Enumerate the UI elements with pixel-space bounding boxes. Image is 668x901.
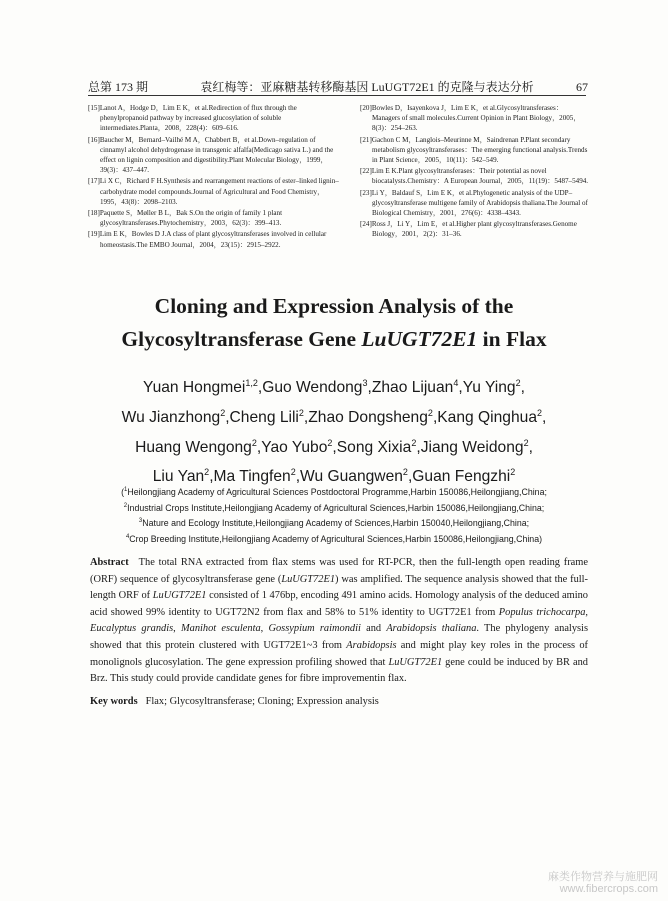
author-list [80,371,588,490]
title-text: in Flax [477,327,547,351]
author: Guan Fengzhi$^2$ [412,467,516,486]
reference-item: [16]Baucher M，Bernard–Vailhé M A，Chabbert B，et al.Down–regulation of cinnamyl alcohol dehydrogenase in transgenic alfalfa(Medicago sativa L.) and the effect on lignin composition and digestibility.Plant Molecular Biology，1999，39(3)：437–447. [88,135,334,175]
title-line-1: Cloning and Expression Analysis of the [154,294,514,318]
reference-item: [21]Gachon C M，Langlois–Meurinne M，Saindrenan P.Plant secondary metabolism glycosyltransferases：The emerging functional analysis.Trends in Plant Science，2005，10(11)：542–549. [360,135,588,165]
author: Cheng Lili$^2$, [229,407,309,426]
reference-item: [17]Li X C，Richard F H.Synthesis and rearrangement reactions of ester–linked lignin–carbohydrate model compounds.Journal of Agricultural and Food Chemistry，1995，43(8)：2098–2103. [88,177,339,206]
affiliation: $^2$Industrial Crops Institute,Heilongjiang Academy of Agricultural Sciences,Harbin 150086,Heilongjiang,China; [123,502,545,513]
author: Huang Wengong$^2$, [135,437,262,456]
header-rule [88,95,586,96]
title-text: Glycosyltransferase Gene [121,327,362,351]
issue-number: 总第 173 期 [88,80,149,94]
author: Jiang Weidong$^2$, [420,437,533,456]
author: Liu Yan$^2$, [152,467,214,486]
abstract: Abstract The total RNA extracted from flax stems was used for RT-PCR, then the full-length open reading frame (ORF) sequence of glycosyltransferase gene (LuUGT72E1) was amplified. The sequence analysis showed that the full-length ORF of LuUGT72E1 consisted of 1 476bp, encoding 491 amino acids. Homology analysis of the deduced amino acid showed 99% identity to UGT72N2 from flax and 58% to 51% identity to UGT72E1 from Populus trichocarpa, Eucalyptus grandis, Manihot esculenta, Gossypium raimondii and Arabidopsis thaliana. The phylogeny analysis showed that this protein clustered with UGT72E1~3 from Arabidopsis and might play key roles in the process of monolignols glucosylation. The gene expression profiling showed that LuUGT72E1 gene could be induced by BR and Brz. This study could provide candidate genes for fibre improvementin flax. [90,557,589,685]
affiliation: $^3$Nature and Ecology Institute,Heilongjiang Academy of Sciences,Harbin 150040,Heilongjiang,China; [138,517,530,528]
running-header [88,78,588,95]
affiliation: $^4$Crop Breeding Institute,Heilongjiang Academy of Agricultural Sciences,Harbin 150086,Heilongjiang,China) [125,533,543,544]
reference-item: [23]Li Y，Baldauf S，Lim E K，et al.Phylogenetic analysis of the UDP–glycosyltransferase multigene family of Arabidopsis thaliana.The Journal of Biological Chemistry，2001，276(6)：4338–4343. [360,188,588,218]
author: Guo Wendong$^3$, [262,378,372,397]
author-line [80,401,588,431]
reference-item: [22]Lim E K.Plant glycosyltransferases：Their potential as novel biocatalysts.Chemistry：A European Journal，2005，11(19)：5487–5494. [360,167,589,186]
reference-item: [18]Paquette S，Møller B L，Bak S.On the origin of family 1 plant glycosyltransferases.Phytochemistry，2003，62(3)：399–413. [88,209,283,228]
reference-item: [24]Ross J，Li Y，Lim E，et al.Higher plant glycosyltransferases.Genome Biology，2001，2(2)：31–36. [360,220,577,239]
reference-item: [19]Lim E K，Bowles D J.A class of plant glycosyltransferases involved in cellular homeostasis.The EMBO Journal，2004，23(15)：2915–2922. [88,230,327,249]
reference-item: [20]Bowles D，Isayenkova J，Lim E K，et al.Glycosyltransferases：Managers of small molecules.Current Opinion in Plant Biology，2005，8(3)：254–263. [360,104,581,133]
author: Yao Yubo$^2$, [261,437,337,456]
watermark-line: 麻类作物营养与施肥网 [548,871,658,883]
author: Song Xixia$^2$, [336,437,421,456]
article-title [60,290,608,356]
references-left-column [88,103,340,251]
author: Zhao Dongsheng$^2$, [308,407,438,426]
watermark [548,871,658,895]
author: Wu Guangwen$^2$, [300,467,413,486]
keywords-text: Flax; Glycosyltransferase; Cloning; Expression analysis [145,696,379,707]
watermark-line: www.fibercrops.com [559,883,658,895]
author: Yuan Hongmei$^{1,2}$, [143,378,263,397]
keywords [90,694,588,710]
affiliations [60,484,608,546]
keywords-label: Key words [90,696,138,707]
abstract-label: Abstract [90,557,129,568]
author-line [80,430,588,460]
title-gene-name: LuUGT72E1 [361,327,478,351]
author: Ma Tingfen$^2$, [213,467,301,486]
author: Zhao Lijuan$^4$, [371,378,463,397]
title-line-2 [60,323,608,356]
references-right-column [360,103,590,241]
affiliation: ($^1$Heilongjiang Academy of Agricultural Sciences Postdoctoral Programme,Harbin 150086,Heilongjiang,China; [121,486,547,497]
page-number: 67 [576,80,588,94]
reference-item: [15]Lanot A，Hodge D，Lim E K，et al.Redirection of flux through the phenylpropanoid pathway by increased glucosylation of soluble intermediates.Planta，2008，228(4)：609–616. [88,104,297,133]
author: Yu Ying$^2$, [462,378,525,397]
running-title: 袁红梅等：亚麻糖基转移酶基因 LuUGT72E1 的克隆与表达分析 [200,80,534,94]
author: Wu Jianzhong$^2$, [121,407,230,426]
author-line [80,371,588,401]
author: Kang Qinghua$^2$, [437,407,547,426]
